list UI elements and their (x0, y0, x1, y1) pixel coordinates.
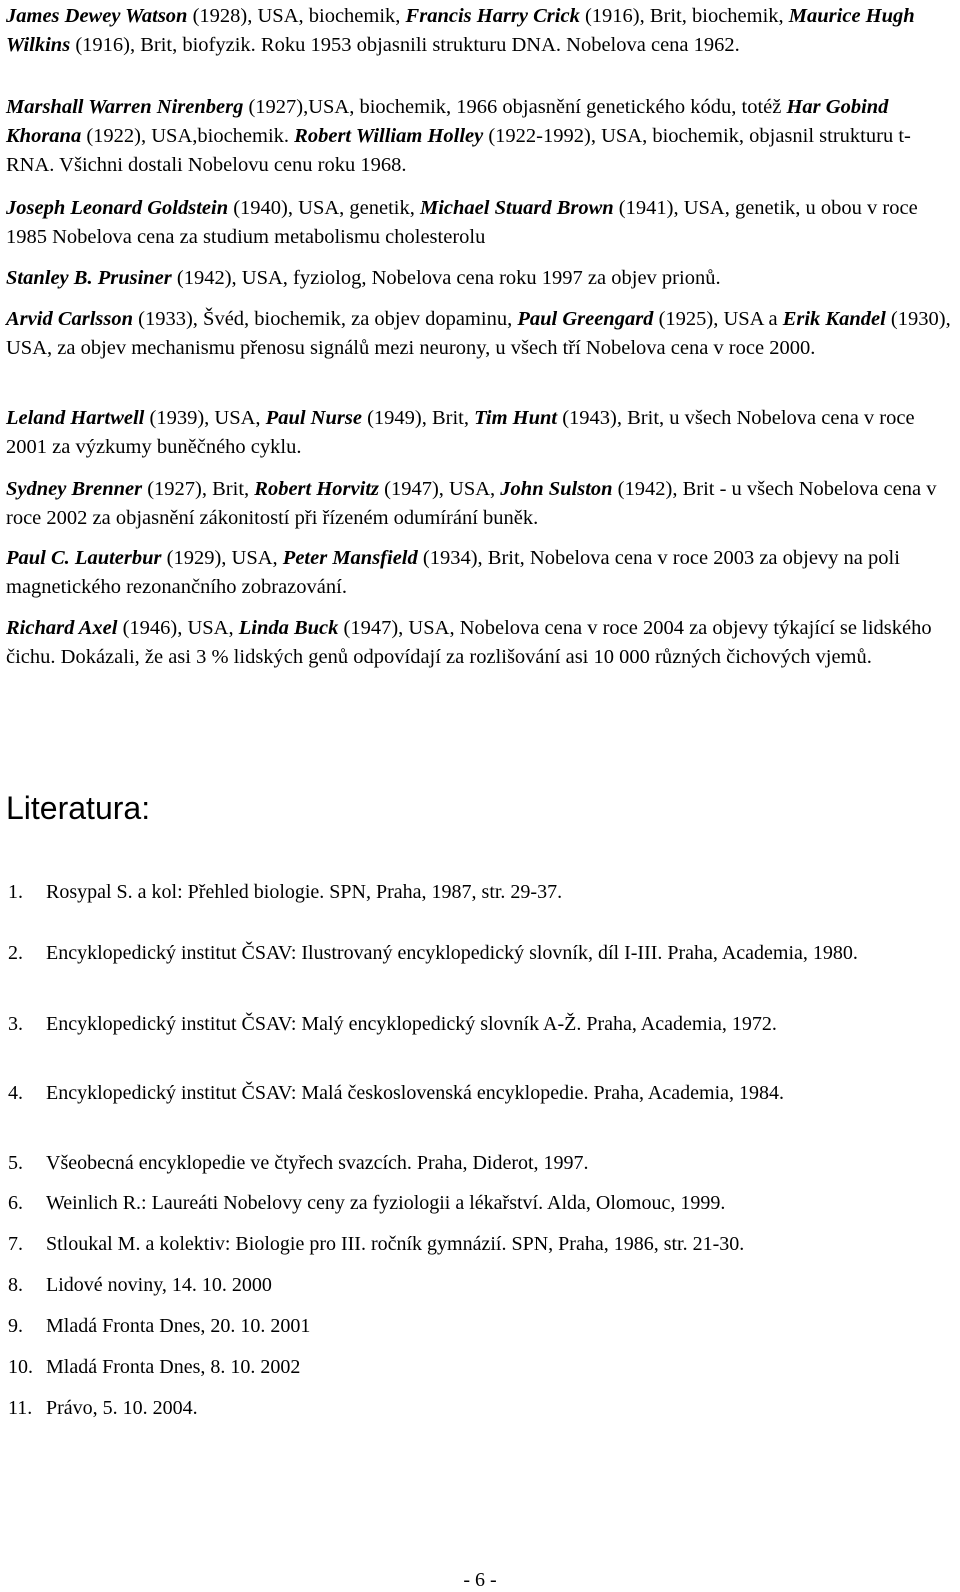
laureate-paragraph-prions (6, 264, 951, 293)
laureate-paragraph-dna (6, 2, 951, 60)
paragraph-text: (1916), Brit, biofyzik. Roku 1953 objasnili strukturu DNA. Nobelova cena 1962. (70, 34, 740, 56)
literature-item-text: Mladá Fronta Dnes, 8. 10. 2002 (46, 1356, 301, 1378)
paragraph-text: (1946), USA, (117, 617, 239, 639)
paragraph-text: (1916), Brit, biochemik, (579, 5, 789, 27)
literature-item-number: 2. (8, 942, 23, 964)
laureate-paragraph-genetic-code (6, 93, 951, 180)
literature-item-number: 3. (8, 1013, 23, 1035)
laureate-name: Paul Nurse (265, 407, 362, 429)
literature-item-text: Lidové noviny, 14. 10. 2000 (46, 1274, 272, 1296)
paragraph-text: (1933), Švéd, biochemik, za objev dopaminu, (133, 308, 518, 330)
paragraph-text: (1925), USA a (653, 308, 783, 330)
laureate-name: Paul Greengard (517, 308, 654, 330)
literature-item-number: 9. (8, 1315, 23, 1337)
literature-item-text: Encyklopedický institut ČSAV: Malý encyklopedický slovník A-Ž. Praha, Academia, 1972. (46, 1013, 777, 1035)
laureate-name: Robert William Holley (294, 125, 484, 147)
laureate-name: Linda Buck (238, 617, 339, 639)
paragraph-text: (1927),USA, biochemik, 1966 objasnění genetického kódu, totéž (243, 96, 787, 118)
laureate-name: Michael Stuard Brown (420, 197, 614, 219)
laureate-name: Richard Axel (6, 617, 118, 639)
literature-item-number: 6. (8, 1192, 23, 1214)
paragraph-text: (1947), USA, Nobelova cena v roce 2004 za objevy týkající se lidského čichu. Dokázali, že asi 3 % lidských genů odpovídají za rozlišování asi 10 000 různých čichových vjemů. (6, 617, 932, 668)
laureate-name: Peter Mansfield (282, 547, 418, 569)
literature-item-number: 7. (8, 1233, 23, 1255)
literature-item-text: Encyklopedický institut ČSAV: Malá československá encyklopedie. Praha, Academia, 1984. (46, 1082, 784, 1104)
paragraph-text: (1941), USA, genetik, u obou v roce 1985 Nobelova cena za studium metabolismu cholesterolu (6, 197, 918, 248)
paragraph-text: (1942), Brit - u všech Nobelova cena v roce 2002 za objasnění zákonitostí při řízeném odumírání buněk. (6, 478, 937, 529)
paragraph-text: (1928), USA, biochemik, (187, 5, 406, 27)
laureate-paragraph-smell (6, 614, 951, 672)
laureate-name: Paul C. Lauterbur (6, 547, 162, 569)
literature-item-number: 4. (8, 1082, 23, 1104)
laureate-name: Erik Kandel (782, 308, 886, 330)
laureate-paragraph-neurons (6, 305, 951, 363)
laureate-name: Maurice Hugh Wilkins (6, 5, 915, 56)
laureate-paragraph-cell-death (6, 475, 951, 533)
literature-item-text: Stloukal M. a kolektiv: Biologie pro III. ročník gymnázií. SPN, Praha, 1986, str. 21-30. (46, 1233, 745, 1255)
literature-item-text: Mladá Fronta Dnes, 20. 10. 2001 (46, 1315, 311, 1337)
laureate-name: Francis Harry Crick (405, 5, 580, 27)
paragraph-text: (1940), USA, genetik, (228, 197, 420, 219)
literature-item-text: Právo, 5. 10. 2004. (46, 1397, 198, 1419)
laureate-name: James Dewey Watson (6, 5, 188, 27)
laureate-name: Har Gobind Khorana (6, 96, 889, 147)
paragraph-text: (1922), USA,biochemik. (81, 125, 295, 147)
laureate-name: Leland Hartwell (6, 407, 145, 429)
literature-item-text: Weinlich R.: Laureáti Nobelovy ceny za fyziologii a lékařství. Alda, Olomouc, 1999. (46, 1192, 726, 1214)
laureate-name: Marshall Warren Nirenberg (6, 96, 244, 118)
paragraph-text: (1930), USA, za objev mechanismu přenosu signálů mezi neurony, u všech tří Nobelova cena v roce 2000. (6, 308, 951, 359)
paragraph-text: (1942), USA, fyziolog, Nobelova cena roku 1997 za objev prionů. (171, 267, 721, 289)
paragraph-text: (1922-1992), USA, biochemik, objasnil strukturu t-RNA. Všichni dostali Nobelovu cenu roku 1968. (6, 125, 911, 176)
paragraph-text: (1939), USA, (144, 407, 266, 429)
literature-item-text: Encyklopedický institut ČSAV: Ilustrovaný encyklopedický slovník, díl I-III. Praha, Academia, 1980. (46, 942, 858, 964)
laureate-name: Sydney Brenner (6, 478, 143, 500)
laureate-paragraph-cholesterol (6, 194, 951, 252)
paragraph-text: (1929), USA, (161, 547, 283, 569)
literature-item-number: 10. (8, 1356, 33, 1378)
laureate-name: Stanley B. Prusiner (6, 267, 172, 289)
laureate-name: Arvid Carlsson (6, 308, 134, 330)
paragraph-text: (1943), Brit, u všech Nobelova cena v roce 2001 za výzkumy buněčného cyklu. (6, 407, 915, 458)
laureate-paragraph-mri (6, 544, 951, 602)
literature-item-number: 5. (8, 1152, 23, 1174)
literature-item-number: 11. (8, 1397, 33, 1419)
literature-item-text: Všeobecná encyklopedie ve čtyřech svazcích. Praha, Diderot, 1997. (46, 1152, 589, 1174)
literature-heading: Literatura: (6, 790, 151, 826)
laureate-name: John Sulston (500, 478, 613, 500)
laureate-name: Joseph Leonard Goldstein (6, 197, 229, 219)
laureate-name: Robert Horvitz (254, 478, 379, 500)
paragraph-text: (1947), USA, (379, 478, 501, 500)
paragraph-text: (1927), Brit, (142, 478, 255, 500)
page-number: - 6 - (463, 1569, 497, 1591)
literature-item-number: 8. (8, 1274, 23, 1296)
laureate-name: Tim Hunt (474, 407, 558, 429)
paragraph-text: (1949), Brit, (361, 407, 475, 429)
literature-item-number: 1. (8, 881, 23, 903)
paragraph-text: (1934), Brit, Nobelova cena v roce 2003 za objevy na poli magnetického rezonančního zobrazování. (6, 547, 900, 598)
laureate-paragraph-cell-cycle (6, 404, 951, 462)
literature-item-text: Rosypal S. a kol: Přehled biologie. SPN, Praha, 1987, str. 29-37. (46, 881, 563, 903)
